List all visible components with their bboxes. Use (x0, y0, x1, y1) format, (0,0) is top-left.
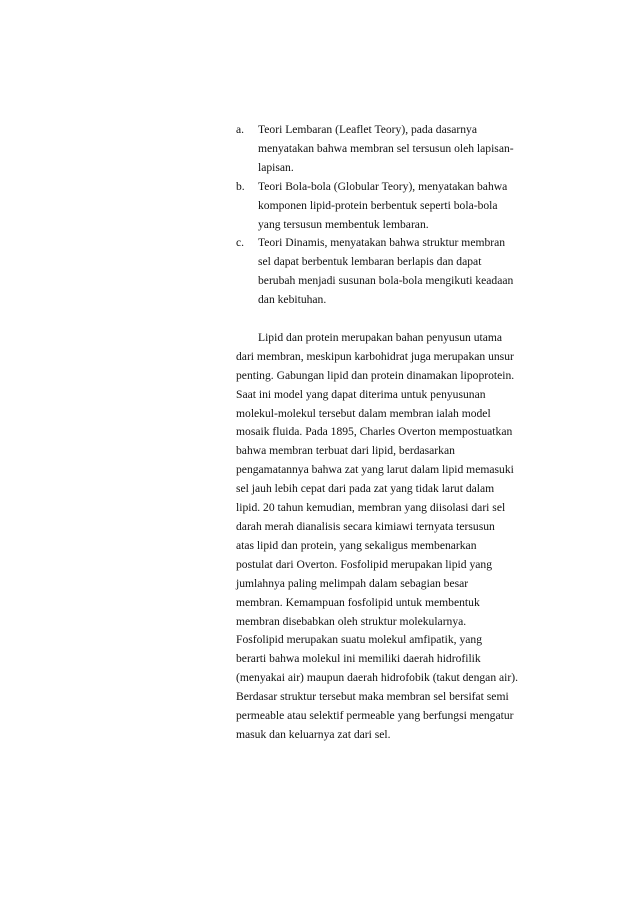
list-item-line: menyatakan bahwa membran sel tersusun oleh lapisan- (258, 141, 514, 155)
list-item-c (236, 234, 546, 310)
list-item-a (236, 121, 546, 178)
list-item-b (236, 178, 546, 235)
paragraph-line: Fosfolipid merupakan suatu molekul amfipatik, yang (236, 633, 482, 647)
paragraph-line: membran disebabkan oleh struktur molekularnya. (236, 614, 467, 628)
body-paragraph (236, 329, 546, 745)
paragraph-line: penting. Gabungan lipid dan protein dinamakan lipoprotein. (236, 368, 515, 382)
paragraph-line: mosaik fluida. Pada 1895, Charles Overton mempostuatkan (236, 425, 513, 439)
paragraph-line: bahwa membran terbuat dari lipid, berdasarkan (236, 444, 455, 458)
paragraph-line: sel jauh lebih cepat dari pada zat yang tidak larut dalam (236, 482, 495, 496)
paragraph-line: Berdasar struktur tersebut maka membran sel bersifat semi (236, 690, 509, 704)
paragraph-line: jumlahnya paling melimpah dalam sebagian besar (236, 576, 469, 590)
paragraph-line: berarti bahwa molekul ini memiliki daerah hidrofilik (236, 652, 481, 666)
list-marker: c. (236, 236, 245, 250)
list-item-line: yang tersusun membentuk lembaran. (258, 217, 429, 231)
list-item-line: Teori Lembaran (Leaflet Teory), pada dasarnya (258, 123, 477, 136)
paragraph-line: permeable atau selektif permeable yang berfungsi mengatur (236, 709, 514, 723)
list-item-line: sel dapat berbentuk lembaran berlapis dan dapat (258, 255, 482, 269)
paragraph-line: membran. Kemampuan fosfolipid untuk membentuk (236, 595, 480, 609)
paragraph-line: darah merah dianalisis secara kimiawi ternyata tersusun (236, 520, 495, 534)
list-item-line: berubah menjadi susunan bola-bola mengikuti keadaan (258, 274, 514, 288)
paragraph-line: dari membran, meskipun karbohidrat juga merupakan unsur (236, 349, 514, 363)
page-content (236, 121, 546, 745)
paragraph-line: masuk dan keluarnya zat dari sel. (236, 727, 391, 741)
theory-list (236, 121, 546, 310)
list-item-line: lapisan. (258, 160, 294, 174)
paragraph-line: pengamatannya bahwa zat yang larut dalam lipid memasuki (236, 463, 514, 477)
list-marker: a. (236, 123, 245, 136)
paragraph-line: molekul-molekul tersebut dalam membran ialah model (236, 406, 491, 420)
paragraph-line: postulat dari Overton. Fosfolipid merupakan lipid yang (236, 557, 492, 571)
paragraph-line: atas lipid dan protein, yang sekaligus membenarkan (236, 538, 477, 552)
paragraph-line: lipid. 20 tahun kemudian, membran yang diisolasi dari sel (236, 501, 506, 515)
paragraph-line: Lipid dan protein merupakan bahan penyusun utama (258, 330, 503, 344)
list-item-line: Teori Bola-bola (Globular Teory), menyatakan bahwa (258, 179, 508, 193)
paragraph-line: (menyakai air) maupun daerah hidrofobik (takut dengan air). (236, 671, 519, 685)
list-item-line: komponen lipid-protein berbentuk seperti bola-bola (258, 198, 498, 212)
list-item-line: dan kebituhan. (258, 293, 327, 307)
paragraph-line: Saat ini model yang dapat diterima untuk penyusunan (236, 387, 486, 401)
list-item-line: Teori Dinamis, menyatakan bahwa struktur membran (258, 236, 506, 250)
list-marker: b. (236, 179, 245, 193)
